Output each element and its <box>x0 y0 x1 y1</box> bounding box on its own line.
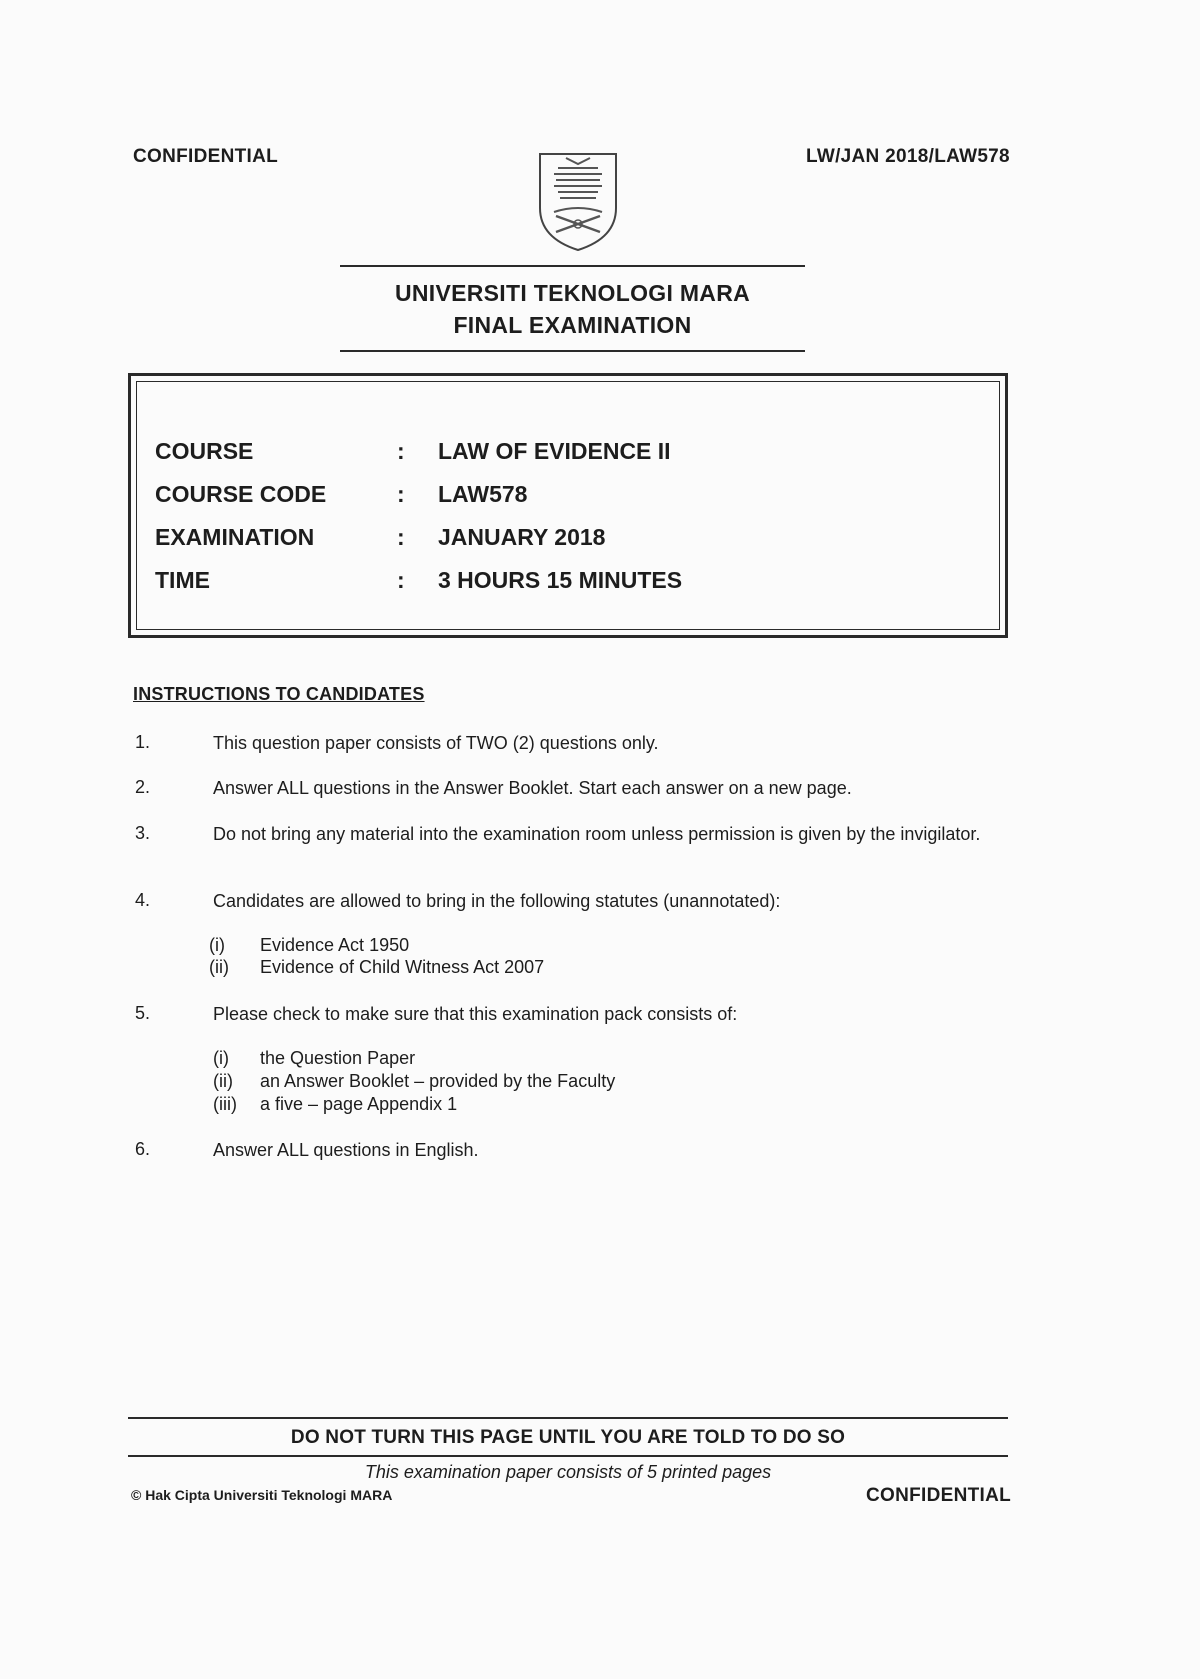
detail-label: TIME <box>155 567 210 593</box>
detail-label: COURSE <box>155 438 254 464</box>
sub-item-roman: (ii) <box>209 957 229 977</box>
footer-copyright: © Hak Cipta Universiti Teknologi MARA <box>131 1487 393 1503</box>
sub-item-text: a five – page Appendix 1 <box>260 1094 458 1114</box>
sub-item-text: Evidence of Child Witness Act 2007 <box>260 957 545 977</box>
footer-warning: DO NOT TURN THIS PAGE UNTIL YOU ARE TOLD TO DO SO <box>290 1427 846 1448</box>
sub-item-text: an Answer Booklet – provided by the Faculty <box>260 1071 616 1091</box>
sub-item-text: Evidence Act 1950 <box>260 935 410 955</box>
detail-value: LAW578 <box>438 481 528 507</box>
title-bottom-rule <box>340 350 805 352</box>
footer-bottom-rule <box>128 1455 1008 1457</box>
university-name: UNIVERSITI TEKNOLOGI MARA <box>394 280 751 306</box>
university-crest-icon <box>536 150 620 254</box>
detail-value: 3 HOURS 15 MINUTES <box>438 567 683 593</box>
instructions-title: INSTRUCTIONS TO CANDIDATES <box>133 684 425 704</box>
instruction-number: 3. <box>135 823 151 843</box>
detail-label: COURSE CODE <box>155 481 327 507</box>
instruction-number: 6. <box>135 1139 151 1159</box>
sub-item-roman: (i) <box>213 1048 229 1068</box>
footer-pages-note: This examination paper consists of 5 printed pages <box>364 1462 772 1482</box>
instruction-number: 5. <box>135 1003 151 1023</box>
detail-separator: : <box>397 481 405 507</box>
instruction-number: 1. <box>135 732 151 752</box>
instruction-number: 2. <box>135 777 151 797</box>
instruction-text: Please check to make sure that this examination pack consists of: <box>213 1004 738 1024</box>
instruction-text: This question paper consists of TWO (2) questions only. <box>213 733 659 753</box>
sub-item-roman: (ii) <box>213 1071 233 1091</box>
footer-confidential: CONFIDENTIAL <box>866 1485 1012 1506</box>
instruction-number: 4. <box>135 890 151 910</box>
detail-value: JANUARY 2018 <box>438 524 606 550</box>
title-top-rule <box>340 265 805 267</box>
instruction-text: Answer ALL questions in English. <box>213 1140 479 1160</box>
sub-item-text: the Question Paper <box>260 1048 416 1068</box>
detail-separator: : <box>397 438 405 464</box>
detail-separator: : <box>397 567 405 593</box>
footer-top-rule <box>128 1417 1008 1419</box>
sub-item-roman: (iii) <box>213 1094 237 1114</box>
header-confidential: CONFIDENTIAL <box>133 146 279 167</box>
instruction-text: Do not bring any material into the examination room unless permission is given by the invigilator. <box>213 824 981 844</box>
instruction-text: Candidates are allowed to bring in the following statutes (unannotated): <box>213 891 781 911</box>
header-paper-code: LW/JAN 2018/LAW578 <box>806 146 1010 167</box>
detail-separator: : <box>397 524 405 550</box>
instruction-text: Answer ALL questions in the Answer Booklet. Start each answer on a new page. <box>213 778 852 798</box>
detail-value: LAW OF EVIDENCE II <box>438 438 671 464</box>
detail-label: EXAMINATION <box>155 524 315 550</box>
exam-type: FINAL EXAMINATION <box>453 312 692 338</box>
sub-item-roman: (i) <box>209 935 225 955</box>
